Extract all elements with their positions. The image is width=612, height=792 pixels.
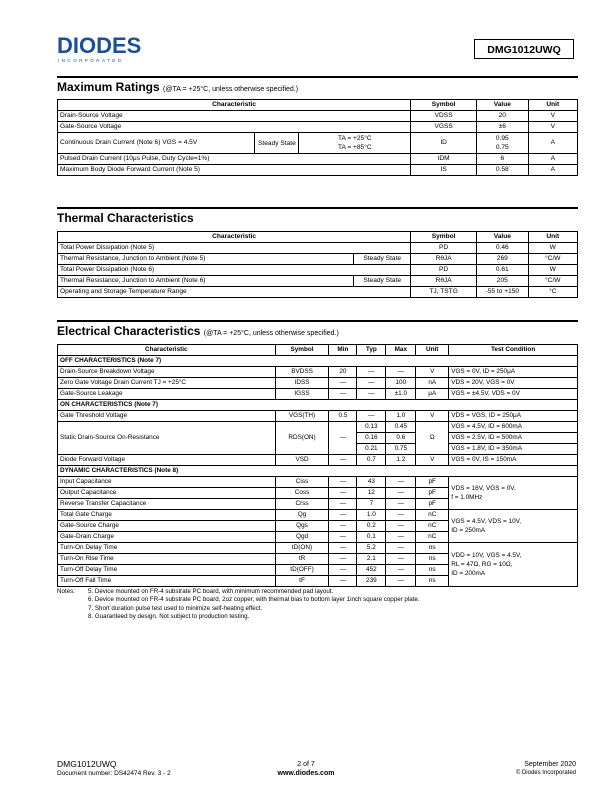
cell-symbol: tR (275, 554, 329, 565)
table-header-row (58, 345, 578, 356)
cell-min: — (329, 378, 357, 389)
cell-symbol: RDS(ON) (275, 422, 329, 455)
col-header: Characteristic (58, 345, 276, 356)
cell-unit: nC (416, 521, 449, 532)
cell-min: 20 (329, 367, 357, 378)
cell-value: 205 (477, 276, 529, 287)
cell-cond (449, 477, 578, 510)
cell-symbol: Crss (275, 499, 329, 510)
cell-cond: VGS = 1.8V, ID = 350mA (449, 444, 578, 455)
section-label: ON CHARACTERISTICS (Note 7) (58, 400, 578, 411)
cell-symbol: Ciss (275, 477, 329, 488)
cell-char: Turn-Off Fall Time (58, 576, 276, 587)
cell-typ: 2.1 (357, 554, 386, 565)
notes-label: Notes: (57, 588, 75, 595)
thermal-table (57, 231, 578, 298)
cell-unit: W (528, 243, 577, 254)
table-row (58, 422, 578, 433)
cond-line: ID = 200mA (451, 570, 486, 577)
footer-page: 2 of 7 (297, 761, 315, 768)
cond-line: RL = 47Ω, RG = 10Ω, (451, 561, 513, 568)
cell-symbol: VGSS (411, 122, 477, 133)
section-row (58, 466, 578, 477)
cell-min: — (329, 554, 357, 565)
cell-min: — (329, 477, 357, 488)
cell-cond: VDS = VGS, ID = 250μA (449, 411, 578, 422)
table-row (58, 455, 578, 466)
part-number-box: DMG1012UWQ (474, 39, 574, 59)
cell-symbol: TJ, TSTG (411, 287, 477, 298)
cell-unit: V (416, 411, 449, 422)
note-item: 5. Device mounted on FR-4 substrate PC board, with minimum recommended pad layout. (88, 588, 334, 595)
col-header: Unit (528, 232, 577, 243)
cell-value: 20 (477, 111, 529, 122)
cell-value: 269 (477, 254, 529, 265)
cell-min: — (329, 422, 357, 455)
cell-char: Gate-Source Leakage (58, 389, 276, 400)
table-row (58, 389, 578, 400)
cell-unit: V (528, 122, 577, 133)
cell-unit: nA (416, 378, 449, 389)
cell-typ: 5.2 (357, 543, 386, 554)
cell-char: Input Capacitance (58, 477, 276, 488)
cell-symbol: Coss (275, 488, 329, 499)
electrical-heading: Electrical Characteristics (@TA = +25°C, unless otherwise specified.) (57, 324, 339, 338)
cell-min: — (329, 499, 357, 510)
max-ratings-heading: Maximum Ratings (@TA = +25°C, unless otherwise specified.) (57, 80, 299, 94)
note-item: 7. Short duration pulse test used to minimize self-heating effect. (88, 604, 263, 612)
cell-symbol: IDSS (275, 378, 329, 389)
cell-min: — (329, 389, 357, 400)
cell-min: — (329, 510, 357, 521)
cell-typ: — (357, 367, 386, 378)
section-row (58, 400, 578, 411)
cell-cond: VGS = 4.5V, ID = 600mA (449, 422, 578, 433)
cell-char: Thermal Resistance, Junction to Ambient (Note 6) (58, 276, 354, 287)
section-rule (57, 207, 578, 209)
cell-char: Total Power Dissipation (Note 6) (58, 265, 411, 276)
cell-unit: pF (416, 488, 449, 499)
cell-min: — (329, 543, 357, 554)
cell-symbol: BVDSS (275, 367, 329, 378)
logo-wordmark: DIODES (57, 34, 142, 58)
cell-typ: 0.16 (357, 433, 386, 444)
cell-max: 1.2 (386, 455, 416, 466)
cell-max: — (386, 554, 416, 565)
cell-unit: μA (416, 389, 449, 400)
cell-unit: pF (416, 499, 449, 510)
section-row (58, 356, 578, 367)
cell-typ: 0.1 (357, 532, 386, 543)
col-header: Value (477, 100, 529, 111)
col-header: Unit (528, 100, 577, 111)
table-header-row (58, 100, 578, 111)
cell-unit: ns (416, 554, 449, 565)
cell-char: Continuous Drain Current (Note 6) VGS = 4.5V (58, 133, 255, 154)
cell-min: — (329, 521, 357, 532)
cell-cond (449, 510, 578, 543)
cell-char: Diode Forward Voltage (58, 455, 276, 466)
cell-char: Thermal Resistance, Junction to Ambient (Note 5) (58, 254, 354, 265)
cell-state: Steady State (354, 276, 411, 287)
table-row (58, 254, 578, 265)
cell-symbol: IDM (411, 154, 477, 165)
table-row (58, 543, 578, 554)
cell-cond (449, 543, 578, 587)
cell-unit: pF (416, 477, 449, 488)
electrical-table (57, 344, 578, 587)
cell-symbol: PD (411, 265, 477, 276)
cell-min: — (329, 576, 357, 587)
cond-line: VGS = 4.5V, VDS = 10V, (451, 518, 522, 525)
thermal-heading: Thermal Characteristics (57, 211, 194, 225)
cell-char: Maximum Body Diode Forward Current (Note 5) (58, 165, 411, 176)
table-row (58, 154, 578, 165)
col-header: Value (477, 232, 529, 243)
cell-unit: A (528, 154, 577, 165)
footer-url[interactable]: www.diodes.com (277, 770, 335, 777)
max-ratings-table (57, 99, 578, 176)
cell-typ: 12 (357, 488, 386, 499)
cond-line: VDS = 16V, VGS = 0V, (451, 485, 516, 492)
diodes-logo (57, 34, 163, 64)
cell-symbol: PD (411, 243, 477, 254)
cell-char: Zero Gate Voltage Drain Current TJ = +25°C (58, 378, 276, 389)
cell-min: — (329, 532, 357, 543)
cell-symbol: RθJA (411, 254, 477, 265)
table-row (58, 111, 578, 122)
cell-max: — (386, 565, 416, 576)
cell-max: 0.75 (386, 444, 416, 455)
cell-char: Gate-Source Charge (58, 521, 276, 532)
cell-min: — (329, 565, 357, 576)
cell-value: -55 to +150 (477, 287, 529, 298)
table-row (58, 367, 578, 378)
cell-typ: 7 (357, 499, 386, 510)
col-header: Characteristic (58, 232, 411, 243)
cell-typ: — (357, 389, 386, 400)
cell-value: 6 (477, 154, 529, 165)
cell-min: — (329, 455, 357, 466)
cell-unit: °C/W (528, 254, 577, 265)
footer-right (476, 760, 576, 778)
cell-typ: 239 (357, 576, 386, 587)
cell-typ: 0.21 (357, 444, 386, 455)
cell-symbol: VDSS (411, 111, 477, 122)
cell-symbol: IGSS (275, 389, 329, 400)
cell-unit: A (528, 133, 577, 154)
cell-unit: nC (416, 510, 449, 521)
cell-cond: VGS = 2.5V, ID = 500mA (449, 433, 578, 444)
cell-symbol: tD(OFF) (275, 565, 329, 576)
cell-symbol: IS (411, 165, 477, 176)
cell-cond: VGS = 0V, IS = 150mA (449, 455, 578, 466)
col-header: Unit (416, 345, 449, 356)
table-header-row (58, 232, 578, 243)
cell-unit: Ω (416, 422, 449, 455)
col-header: Characteristic (58, 100, 411, 111)
footer-date: September 2020 (524, 761, 576, 768)
cell-max: — (386, 543, 416, 554)
cell-char: Turn-On Delay Time (58, 543, 276, 554)
cell-char: Total Gate Charge (58, 510, 276, 521)
cell-value: 0.61 (477, 265, 529, 276)
cell-unit: ns (416, 576, 449, 587)
cell-max: — (386, 510, 416, 521)
cell-symbol: Qgs (275, 521, 329, 532)
cell-max: 100 (386, 378, 416, 389)
table-row (58, 378, 578, 389)
cond-line: ID = 250mA (451, 527, 486, 534)
cell-char: Reverse Transfer Capacitance (58, 499, 276, 510)
cell-char: Static Drain-Source On-Resistance (58, 422, 276, 455)
cell-char: Gate Threshold Voltage (58, 411, 276, 422)
table-row (58, 133, 578, 154)
cell-max: — (386, 532, 416, 543)
table-row (58, 265, 578, 276)
col-header: Max (386, 345, 416, 356)
cell-unit: V (416, 455, 449, 466)
footer-part: DMG1012UWQ (57, 759, 117, 769)
cell-value: 0.46 (477, 243, 529, 254)
cell-max: 1.0 (386, 411, 416, 422)
table-row (58, 411, 578, 422)
cell-typ: 0.2 (357, 521, 386, 532)
cell-typ: — (357, 411, 386, 422)
table-row (58, 243, 578, 254)
cell-unit: V (416, 367, 449, 378)
table-row (58, 477, 578, 488)
logo-subtext: INCORPORATED (58, 58, 124, 63)
table-row (58, 510, 578, 521)
cell-cond: VDS = 20V, VGS = 0V (449, 378, 578, 389)
cell-unit: V (528, 111, 577, 122)
cell-typ: 0.13 (357, 422, 386, 433)
cell-symbol: VSD (275, 455, 329, 466)
cell-typ: 1.0 (357, 510, 386, 521)
cell-symbol: tD(ON) (275, 543, 329, 554)
cell-char: Total Power Dissipation (Note 5) (58, 243, 411, 254)
cell-cond: VGS = 0V, ID = 250μA (449, 367, 578, 378)
cell-char: Turn-Off Delay Time (58, 565, 276, 576)
cell-unit: ns (416, 543, 449, 554)
cell-symbol: RθJA (411, 276, 477, 287)
cell-state: Steady State (354, 254, 411, 265)
cell-symbol: Qgd (275, 532, 329, 543)
table-row (58, 287, 578, 298)
cell-char: Gate-Source Voltage (58, 122, 411, 133)
cell-char: Pulsed Drain Current (10μs Pulse, Duty Cycle=1%) (58, 154, 411, 165)
note-item: 6. Device mounted on FR-4 substrate PC board, 2oz copper, with thermal bias to bottom layer 1inch square copper plate. (88, 596, 420, 604)
notes-block (57, 588, 420, 622)
section-rule (57, 320, 578, 322)
cell-cond: VGS = ±4.5V, VDS = 0V (449, 389, 578, 400)
cell-char: Drain-Source Breakdown Voltage (58, 367, 276, 378)
cell-unit: A (528, 165, 577, 176)
cell-max: — (386, 367, 416, 378)
cell-max: — (386, 488, 416, 499)
footer-copyright: © Diodes Incorporated (515, 770, 576, 776)
col-header: Symbol (411, 232, 477, 243)
cell-unit: °C/W (528, 276, 577, 287)
cell-symbol: ID (411, 133, 477, 154)
cell-max: 0.6 (386, 433, 416, 444)
col-header: Min (329, 345, 357, 356)
cell-char: Gate-Drain Charge (58, 532, 276, 543)
cell-unit: nC (416, 532, 449, 543)
col-header: Symbol (275, 345, 329, 356)
cell-max: ±1.0 (386, 389, 416, 400)
cell-char: Operating and Storage Temperature Range (58, 287, 411, 298)
note-item: 8. Guaranteed by design. Not subject to production testing. (88, 613, 250, 621)
cell-max: — (386, 499, 416, 510)
cell-char: Turn-On Rise Time (58, 554, 276, 565)
table-row (58, 165, 578, 176)
footer-doc-number: Document number: DS42474 Rev. 3 - 2 (57, 770, 171, 777)
footer-center (256, 760, 356, 778)
cond-line: f = 1.0MHz (451, 494, 483, 501)
cell-typ: 43 (357, 477, 386, 488)
cell-char: Drain-Source Voltage (58, 111, 411, 122)
cell-value: ±6 (477, 122, 529, 133)
cell-unit: ns (416, 565, 449, 576)
table-row (58, 122, 578, 133)
cell-max: — (386, 576, 416, 587)
cell-typ: 0.7 (357, 455, 386, 466)
col-header: Symbol (411, 100, 477, 111)
cell-max: — (386, 521, 416, 532)
cell-unit: °C (528, 287, 577, 298)
cell-char: Output Capacitance (58, 488, 276, 499)
cell-state: Steady State (255, 133, 299, 154)
cell-symbol: VGS(TH) (275, 411, 329, 422)
cell-symbol: Qg (275, 510, 329, 521)
cell-temps: TA = +25°C TA = +85°C (299, 133, 411, 154)
table-row (58, 276, 578, 287)
cell-min: — (329, 488, 357, 499)
cell-min: 0.5 (329, 411, 357, 422)
col-header: Test Condition (449, 345, 578, 356)
cell-unit: W (528, 265, 577, 276)
cell-typ: — (357, 378, 386, 389)
section-label: DYNAMIC CHARACTERISTICS (Note 8) (58, 466, 578, 477)
cell-typ: 452 (357, 565, 386, 576)
section-label: OFF CHARACTERISTICS (Note 7) (58, 356, 578, 367)
cell-max: — (386, 477, 416, 488)
footer-left (57, 760, 171, 778)
cell-value: 0.95 0.75 (477, 133, 529, 154)
cell-value: 0.58 (477, 165, 529, 176)
col-header: Typ (357, 345, 386, 356)
section-rule (57, 76, 578, 78)
cell-symbol: tF (275, 576, 329, 587)
cond-line: VDD = 10V, VGS = 4.5V, (451, 552, 522, 559)
cell-max: 0.45 (386, 422, 416, 433)
